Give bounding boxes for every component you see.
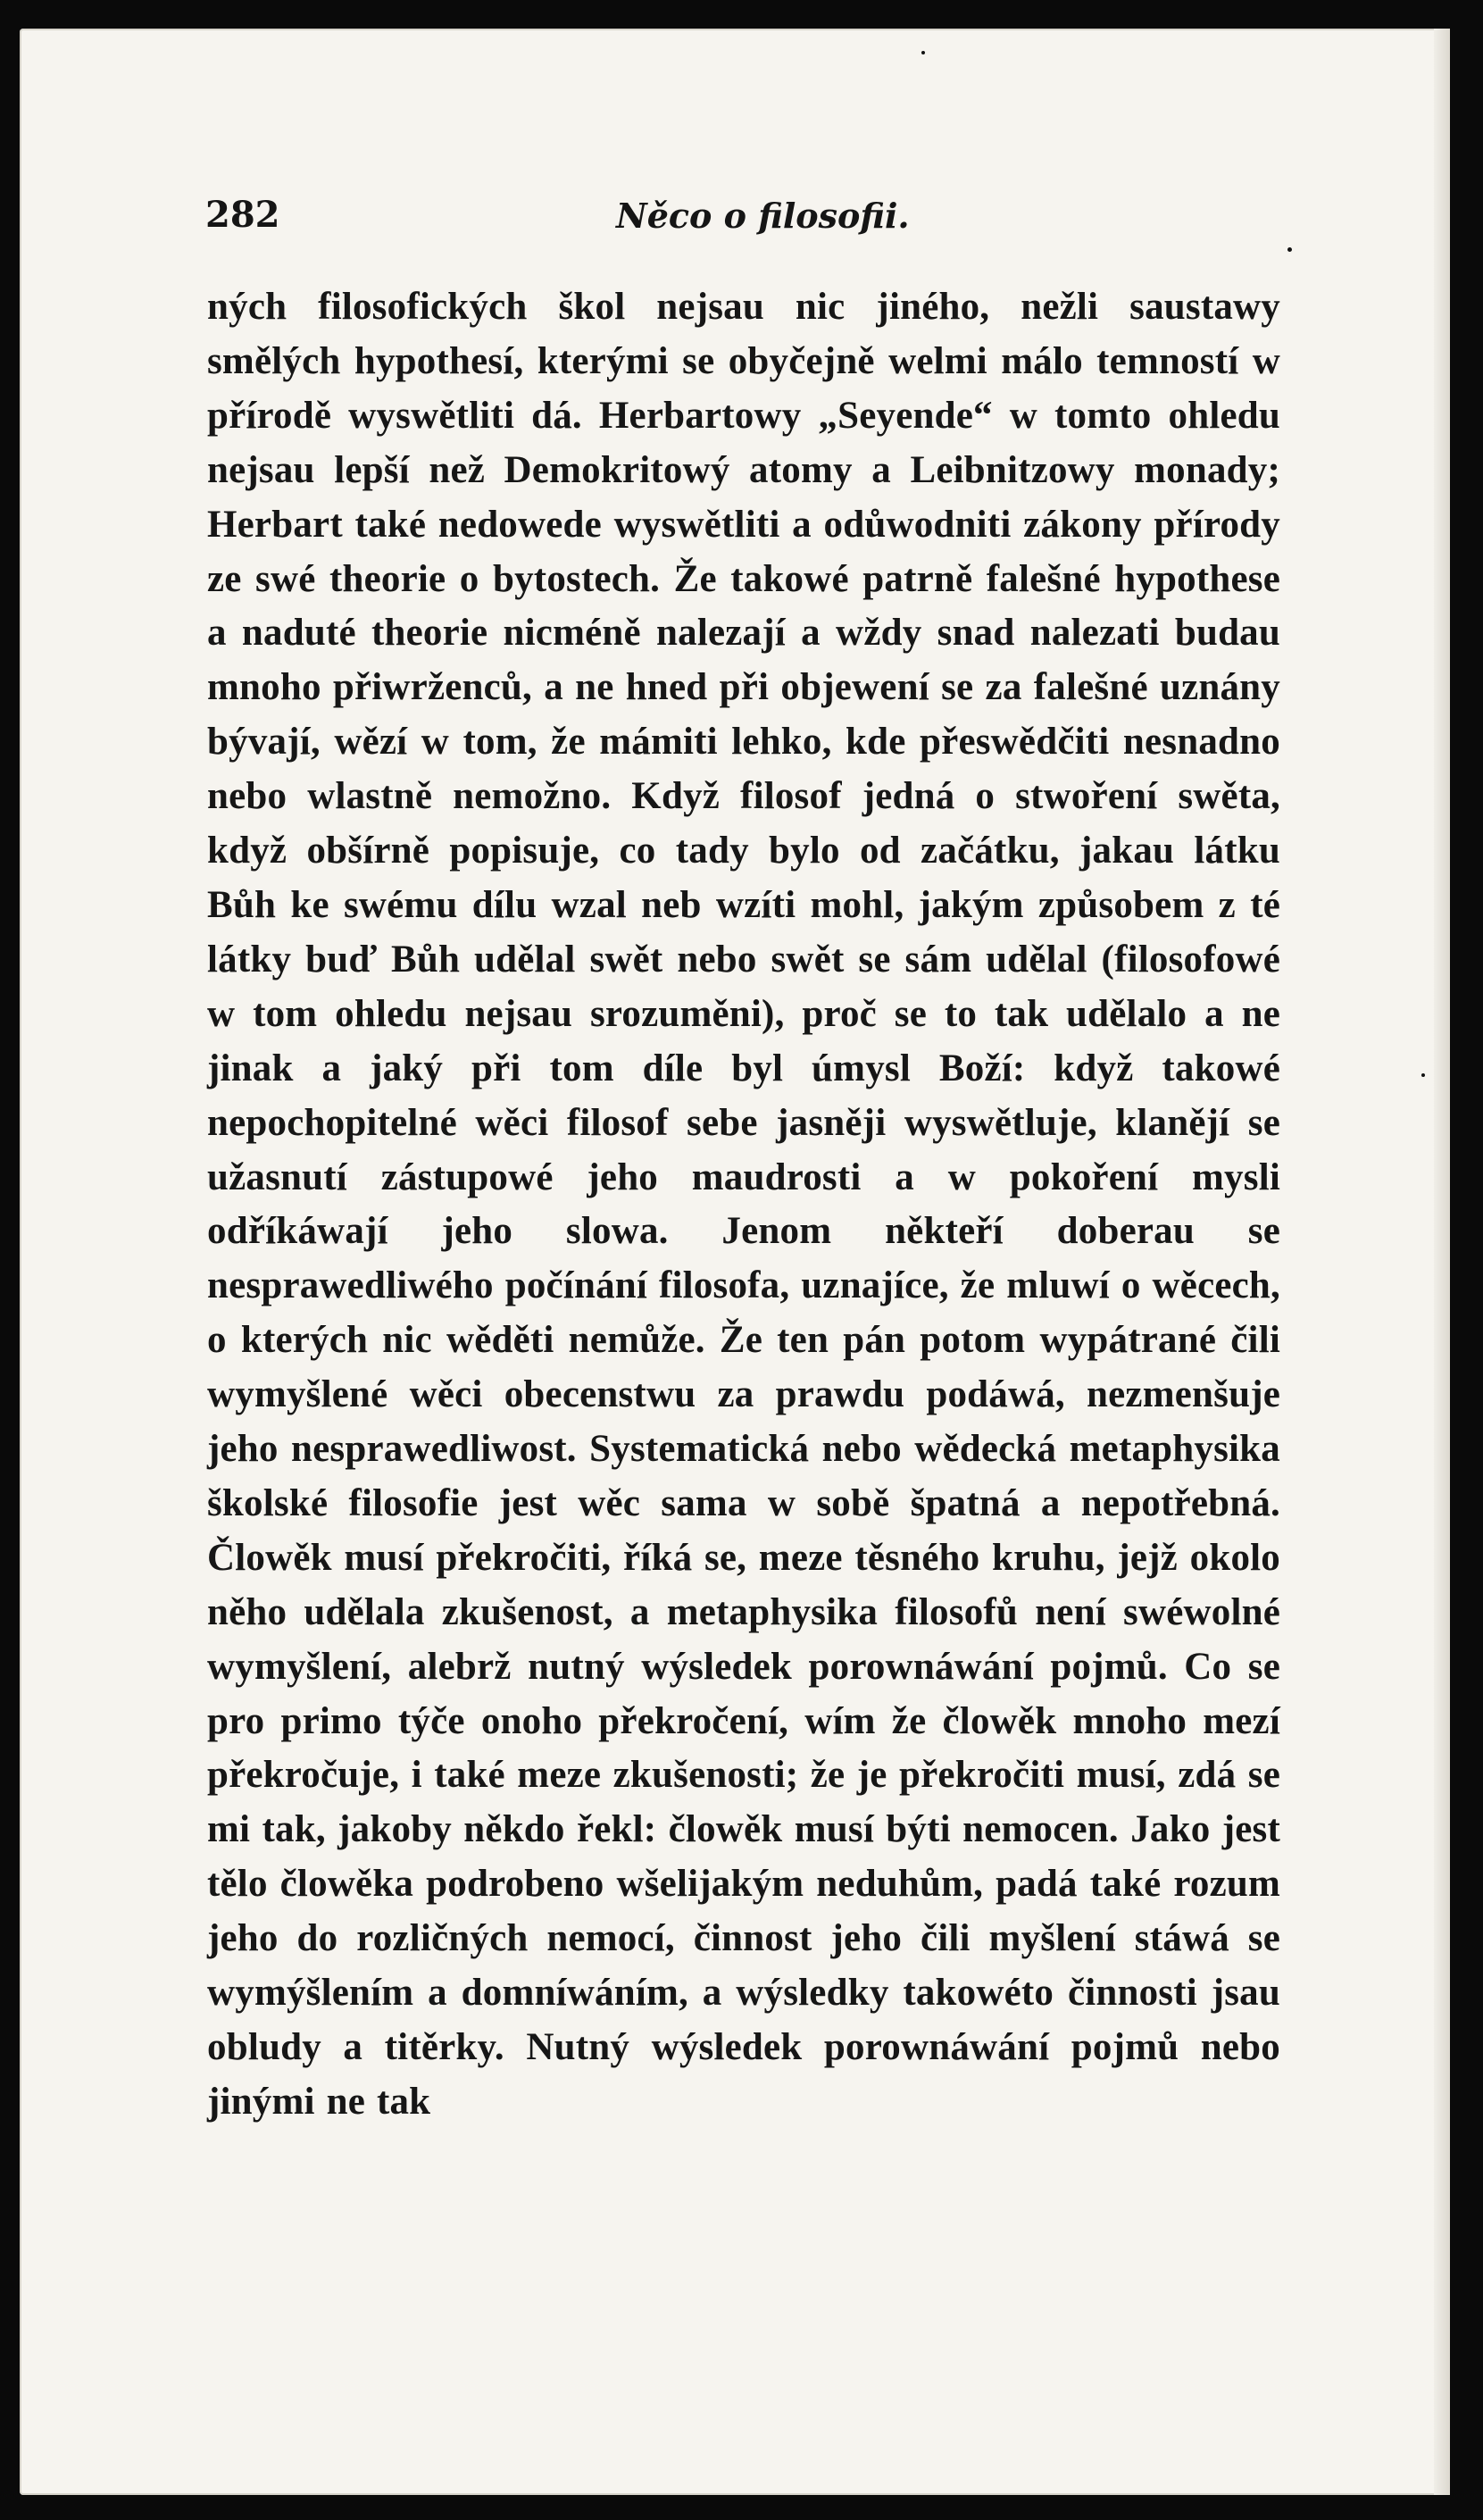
page-edge	[1434, 29, 1450, 2495]
book-page	[20, 29, 1450, 2495]
page-number: 282	[205, 194, 280, 236]
ink-speck	[1421, 1073, 1425, 1077]
page-header	[189, 194, 1243, 256]
ink-speck	[921, 51, 925, 54]
body-paragraph: ných filosofických škol nejsau nic jiného, nežli saustawy smělých hypothesí, kterými se obyčejně welmi málo temností w přírodě wyswětliti dá. Herbartowy „Seyende“ w tomto ohledu nejsau lepší než Demokritowý atomy a Leibnitzowy monady; Herbart také nedowede wyswětliti a odůwodniti zákony přírody ze swé theorie o bytostech. Že takowé patrně falešné hypothese a naduté theorie nicméně nalezají a wždy snad nalezati budau mnoho přiwrženců, a ne hned při objewení se za falešné uznány bývají, wězí w tom, že mámiti lehko, kde přeswědčiti nesnadno nebo wlastně nemožno. Když filosof jedná o stwoření swěta, když obšírně popisuje, co tady bylo od začátku, jakau látku Bůh ke swému dílu wzal neb wzíti mohl, jakým způsobem z té látky buď Bůh udělal swět nebo swět se sám udělal (filosofowé w tom ohledu nejsau srozuměni), proč se to tak udělalo a ne jinak a jaký při tom díle byl úmysl Boží: když takowé nepochopitelné wěci filosof sebe jasněji wyswětluje, klanějí se užasnutí zástupowé jeho maudrosti a w pokoření mysli odříkáwají jeho slowa. Jenom někteří doberau se nesprawedliwého počínání filosofa, uznajíce, že mluwí o wěcech, o kterých nic wěděti nemůže. Že ten pán potom wypátrané čili wymyšlené wěci obecenstwu za prawdu podáwá, nezmenšuje jeho nesprawedliwost. Systematická nebo wědecká metaphysika školské filosofie jest wěc sama w sobě špatná a nepotřebná. Člowěk musí překročiti, říká se, meze těsného kruhu, jejž okolo něho udělala zkušenost, a metaphysika filosofů není swéwolné wymyšlení, alebrž nutný wýsledek porownáwání pojmů. Co se pro primo týče onoho překročení, wím že člowěk mnoho mezí překročuje, i také meze zkušenosti; že je překročiti musí, zdá se mi tak, jakoby někdo řekl: člowěk musí býti nemocen. Jako jest tělo člowěka podrobeno wšelijakým neduhům, padá také rozum jeho do rozličných nemocí, činnost jeho čili myšlení stáwá se wymýšlením a domníwáním, a wýsledky takowéto činnosti jsau obludy a titěrky. Nutný wýsledek porownáwání pojmů nebo jinými ne tak	[207, 286, 1280, 2123]
running-title: Něco o filosofii.	[616, 196, 910, 236]
ink-speck	[1287, 247, 1292, 252]
